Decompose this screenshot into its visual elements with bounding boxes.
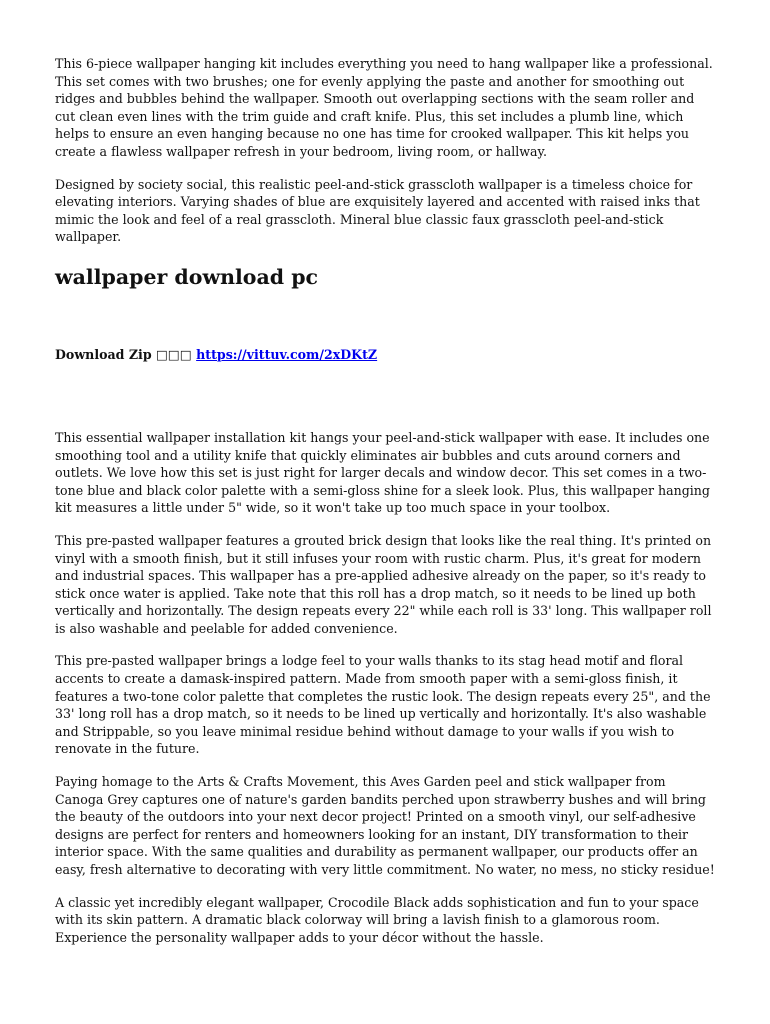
download-label: Download Zip: [55, 346, 152, 362]
section-heading: wallpaper download pc: [55, 264, 319, 289]
download-link[interactable]: https://vittuv.com/2xDKtZ: [196, 346, 378, 362]
paragraph-installation-kit: This essential wallpaper installation kit hangs your peel-and-stick wallpaper with ease. It includes one smoothing tool and a utility knife that quickly eliminates air bubbles and cuts around corners and outlets. We love how this set is just right for larger decals and window decor. This set comes in a two-tone blue and black color palette with a semi-gloss shine for a sleek look. Plus, this wallpaper hanging kit measures a little under 5" wide, so it won't take up too much space in your toolbox.: [55, 429, 710, 516]
paragraph-hanging-kit: This 6-piece wallpaper hanging kit includes everything you need to hang wallpaper like a professional. This set comes with two brushes; one for evenly applying the paste and another for smoothing out ridges and bubbles behind the wallpaper. Smooth out overlapping sections with the seam roller and cut clean even lines with the trim guide and craft knife. Plus, this set includes a plumb line, which helps to ensure an even hanging because no one has time for crooked wallpaper. This kit helps you create a flawless wallpaper refresh in your bedroom, living room, or hallway.: [55, 56, 713, 159]
paragraph-lodge: This pre-pasted wallpaper brings a lodge feel to your walls thanks to its stag head motif and floral accents to create a damask-inspired pattern. Made from smooth paper with a semi-gloss finish, it features a two-tone color palette that completes the rustic look. The design repeats every 25", and the 33' long roll has a drop match, so it needs to be lined up vertically and horizontally. It's also washable and Strippable, so you leave minimal residue behind without damage to your walls if you wish to renovate in the future.: [55, 653, 711, 757]
paragraph-crocodile: A classic yet incredibly elegant wallpaper, Crocodile Black adds sophistication and fun to your space with its skin pattern. A dramatic black colorway will bring a lavish finish to a glamorous room. Experience the personality wallpaper adds to your décor without the hassle.: [55, 894, 699, 945]
download-line: [55, 346, 717, 363]
paragraph-grasscloth: Designed by society social, this realistic peel-and-stick grasscloth wallpaper is a timeless choice for elevating interiors. Varying shades of blue are exquisitely layered and accented with raised inks that mimic the look and feel of a real grasscloth. Mineral blue classic faux grasscloth peel-and-stick wallpaper.: [55, 176, 700, 245]
document-page: [55, 55, 717, 946]
paragraph-brick: This pre-pasted wallpaper features a grouted brick design that looks like the real thing. It's printed on vinyl with a smooth finish, but it still infuses your room with rustic charm. Plus, it's great for modern and industrial spaces. This wallpaper has a pre-applied adhesive already on the paper, so it's ready to stick once water is applied. Take note that this roll has a drop match, so it needs to be lined up both vertically and horizontally. The design repeats every 22" while each roll is 33' long. This wallpaper roll is also washable and peelable for added convenience.: [55, 532, 712, 636]
arrow-glyphs: □□□: [156, 346, 192, 362]
paragraph-aves-garden: Paying homage to the Arts & Crafts Movement, this Aves Garden peel and stick wallpaper from Canoga Grey captures one of nature's garden bandits perched upon strawberry bushes and will bring the beauty of the outdoors into your next decor project! Printed on a smooth vinyl, our self-adhesive designs are perfect for renters and homeowners looking for an instant, DIY transformation to their interior space. With the same qualities and durability as permanent wallpaper, our products offer an easy, fresh alternative to decorating with very little commitment. No water, no mess, no sticky residue!: [55, 774, 715, 877]
